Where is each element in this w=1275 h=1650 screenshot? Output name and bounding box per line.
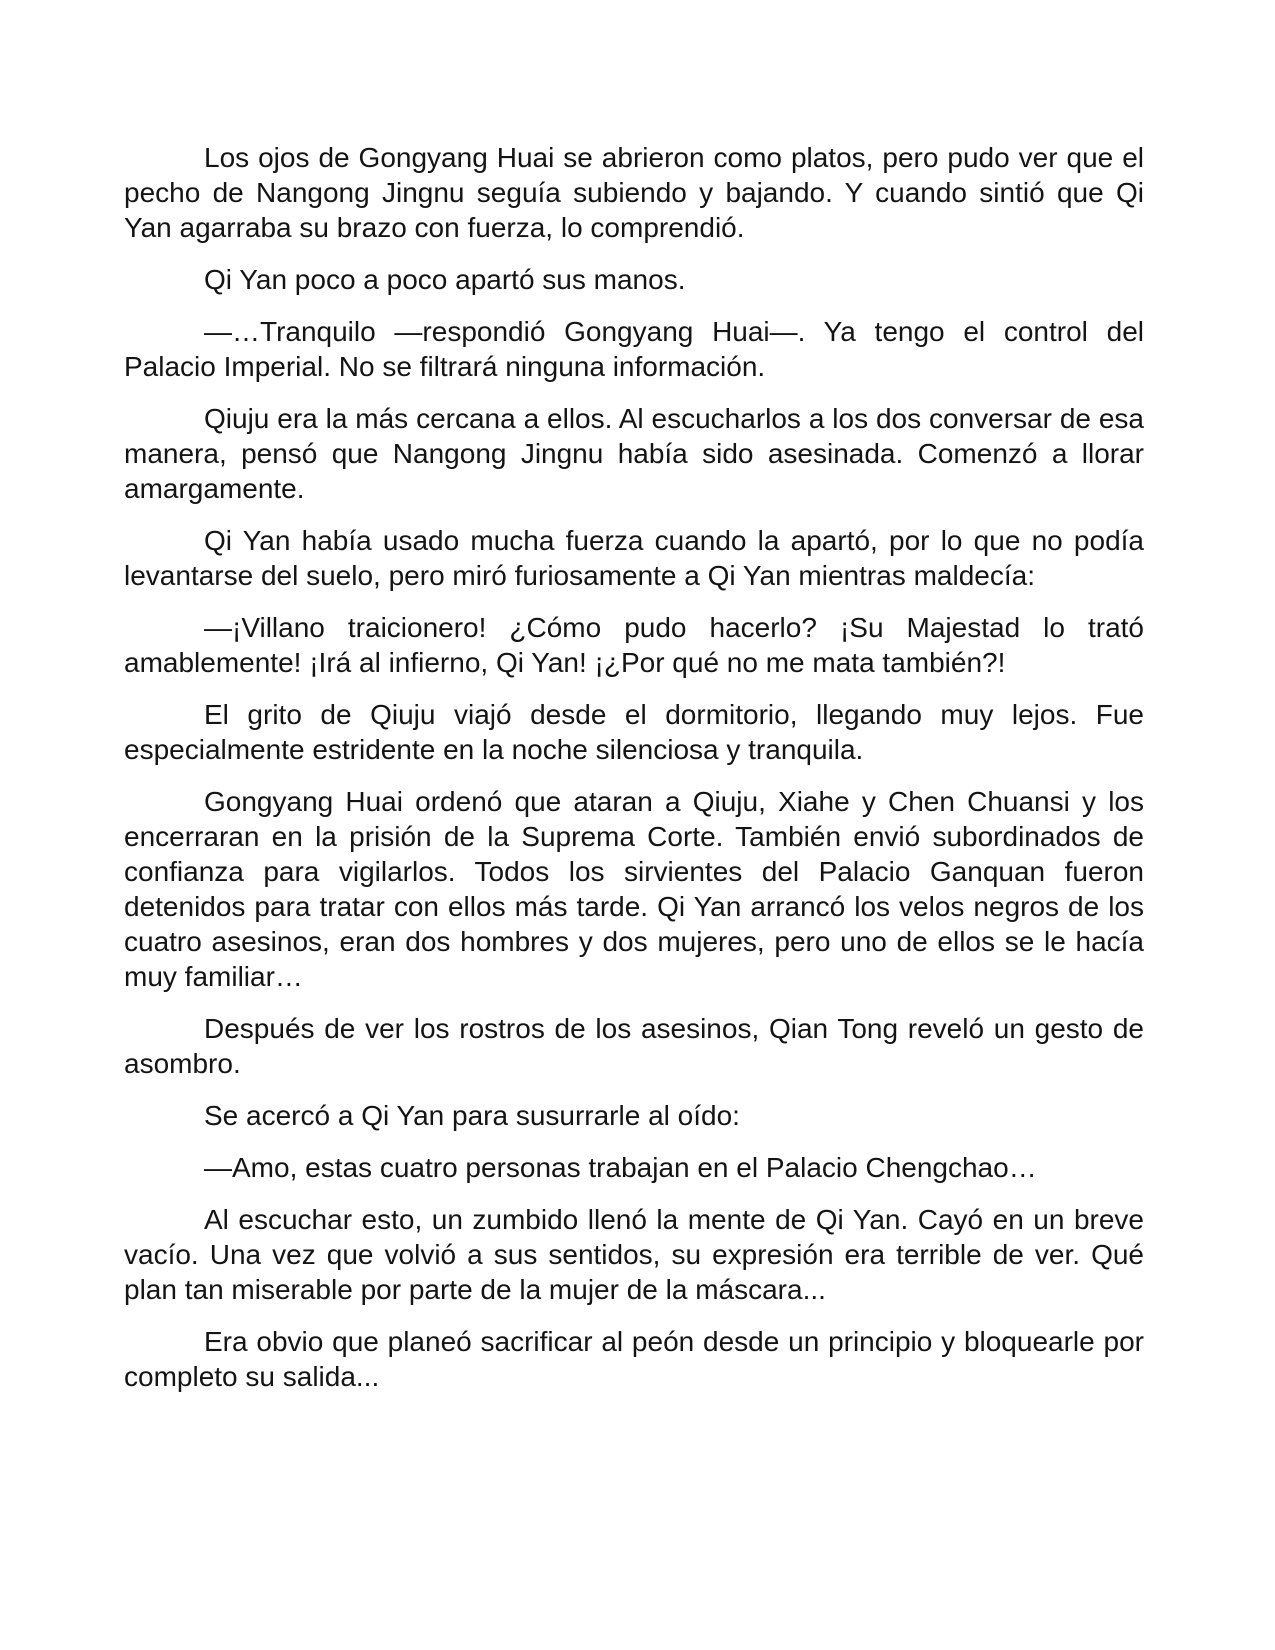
paragraph: Era obvio que planeó sacrificar al peón desde un principio y bloquearle por completo su salida... [124, 1326, 1144, 1392]
paragraph: Qi Yan había usado mucha fuerza cuando la apartó, por lo que no podía levantarse del suelo, pero miró furiosamente a Qi Yan mientras maldecía: [124, 525, 1144, 591]
paragraph: Qiuju era la más cercana a ellos. Al escucharlos a los dos conversar de esa manera, pensó que Nangong Jingnu había sido asesinada. Comenzó a llorar amargamente. [124, 403, 1144, 504]
paragraph: Al escuchar esto, un zumbido llenó la mente de Qi Yan. Cayó en un breve vacío. Una vez que volvió a sus sentidos, su expresión era terrible de ver. Qué plan tan miserable por parte de la mujer de la máscara... [124, 1204, 1144, 1305]
paragraph: Gongyang Huai ordenó que ataran a Qiuju, Xiahe y Chen Chuansi y los encerraran en la prisión de la Suprema Corte. También envió subordinados de confianza para vigilarlos. Todos los sirvientes del Palacio Ganquan fueron detenidos para tratar con ellos más tarde. Qi Yan arrancó los velos negros de los cuatro asesinos, eran dos hombres y dos mujeres, pero uno de ellos se le hacía muy familiar… [124, 786, 1144, 992]
paragraph: Después de ver los rostros de los asesinos, Qian Tong reveló un gesto de asombro. [124, 1013, 1144, 1079]
paragraph: —…Tranquilo —respondió Gongyang Huai—. Ya tengo el control del Palacio Imperial. No se filtrará ninguna información. [124, 316, 1144, 382]
paragraph: Los ojos de Gongyang Huai se abrieron como platos, pero pudo ver que el pecho de Nangong Jingnu seguía subiendo y bajando. Y cuando sintió que Qi Yan agarraba su brazo con fuerza, lo comprendió. [124, 142, 1144, 243]
paragraph: —¡Villano traicionero! ¿Cómo pudo hacerlo? ¡Su Majestad lo trató amablemente! ¡Irá al infierno, Qi Yan! ¡¿Por qué no me mata también?! [124, 612, 1144, 678]
paragraph: —Amo, estas cuatro personas trabajan en el Palacio Chengchao… [204, 1152, 1037, 1183]
body-text [124, 140, 1144, 1411]
paragraph: Qi Yan poco a poco apartó sus manos. [204, 264, 686, 295]
paragraph: Se acercó a Qi Yan para susurrarle al oído: [204, 1100, 740, 1131]
paragraph: El grito de Qiuju viajó desde el dormitorio, llegando muy lejos. Fue especialmente estridente en la noche silenciosa y tranquila. [124, 699, 1144, 765]
